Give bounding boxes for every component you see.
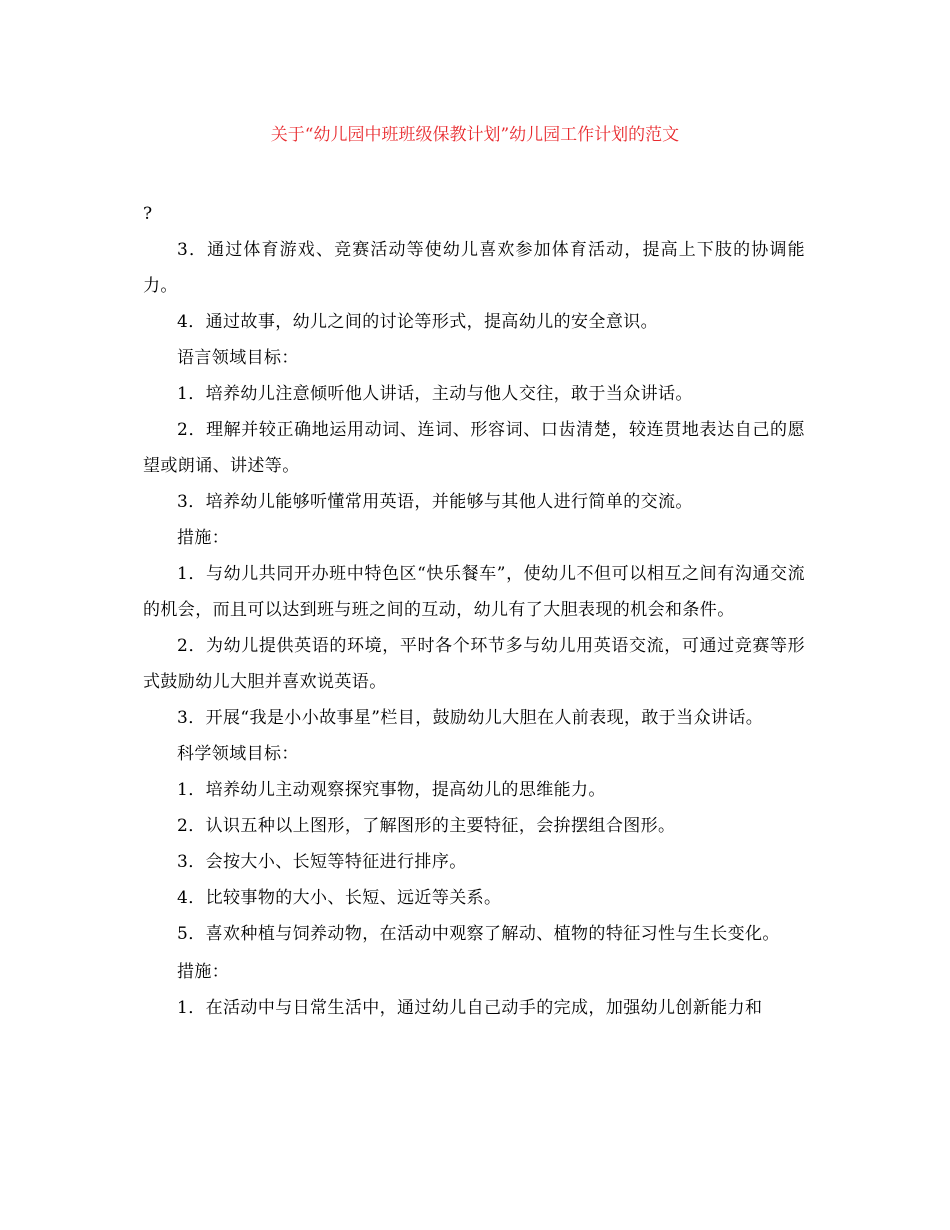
paragraph: 3．开展“我是小小故事星”栏目，鼓励幼儿大胆在人前表现，敢于当众讲话。 [177, 708, 764, 728]
document-body [143, 196, 805, 1026]
paragraph: 2．理解并较正确地运用动词、连词、形容词、口齿清楚，较连贯地表达自己的愿望或朗诵、讲述等。 [143, 420, 805, 476]
paragraph: 1．与幼儿共同开办班中特色区“快乐餐车”，使幼儿不但可以相互之间有沟通交流的机会，而且可以达到班与班之间的互动，幼儿有了大胆表现的机会和条件。 [143, 564, 805, 620]
paragraph: 2．为幼儿提供英语的环境，平时各个环节多与幼儿用英语交流，可通过竞赛等形式鼓励幼儿大胆并喜欢说英语。 [143, 636, 805, 692]
section-heading: 科学领域目标： [177, 744, 299, 764]
paragraph: 2．认识五种以上图形，了解图形的主要特征，会拚摆组合图形。 [177, 816, 676, 836]
section-heading: 措施： [177, 528, 230, 548]
document-title: 关于“幼儿园中班班级保教计划”幼儿园工作计划的范文 [270, 125, 680, 145]
paragraph: 4．比较事物的大小、长短、远近等关系。 [177, 888, 502, 908]
section-heading: 措施： [177, 962, 230, 982]
paragraph: 1．在活动中与日常生活中，通过幼儿自己动手的完成，加强幼儿创新能力和 [177, 998, 763, 1018]
paragraph: 5．喜欢种植与饲养动物，在活动中观察了解动、植物的特征习性与生长变化。 [177, 924, 780, 944]
paragraph: 1．培养幼儿主动观察探究事物，提高幼儿的思维能力。 [177, 780, 606, 800]
paragraph: 1．培养幼儿注意倾听他人讲话，主动与他人交往，敢于当众讲话。 [177, 384, 693, 404]
paragraph: 3．会按大小、长短等特征进行排序。 [177, 852, 467, 872]
paragraph: 3．通过体育游戏、竞赛活动等使幼儿喜欢参加体育活动，提高上下肢的协调能力。 [143, 240, 805, 296]
paragraph: 4．通过故事，幼儿之间的讨论等形式，提高幼儿的安全意识。 [177, 312, 659, 332]
paragraph: ? [143, 204, 153, 224]
paragraph: 3．培养幼儿能够听懂常用英语，并能够与其他人进行简单的交流。 [177, 492, 693, 512]
section-heading: 语言领域目标： [177, 348, 299, 368]
